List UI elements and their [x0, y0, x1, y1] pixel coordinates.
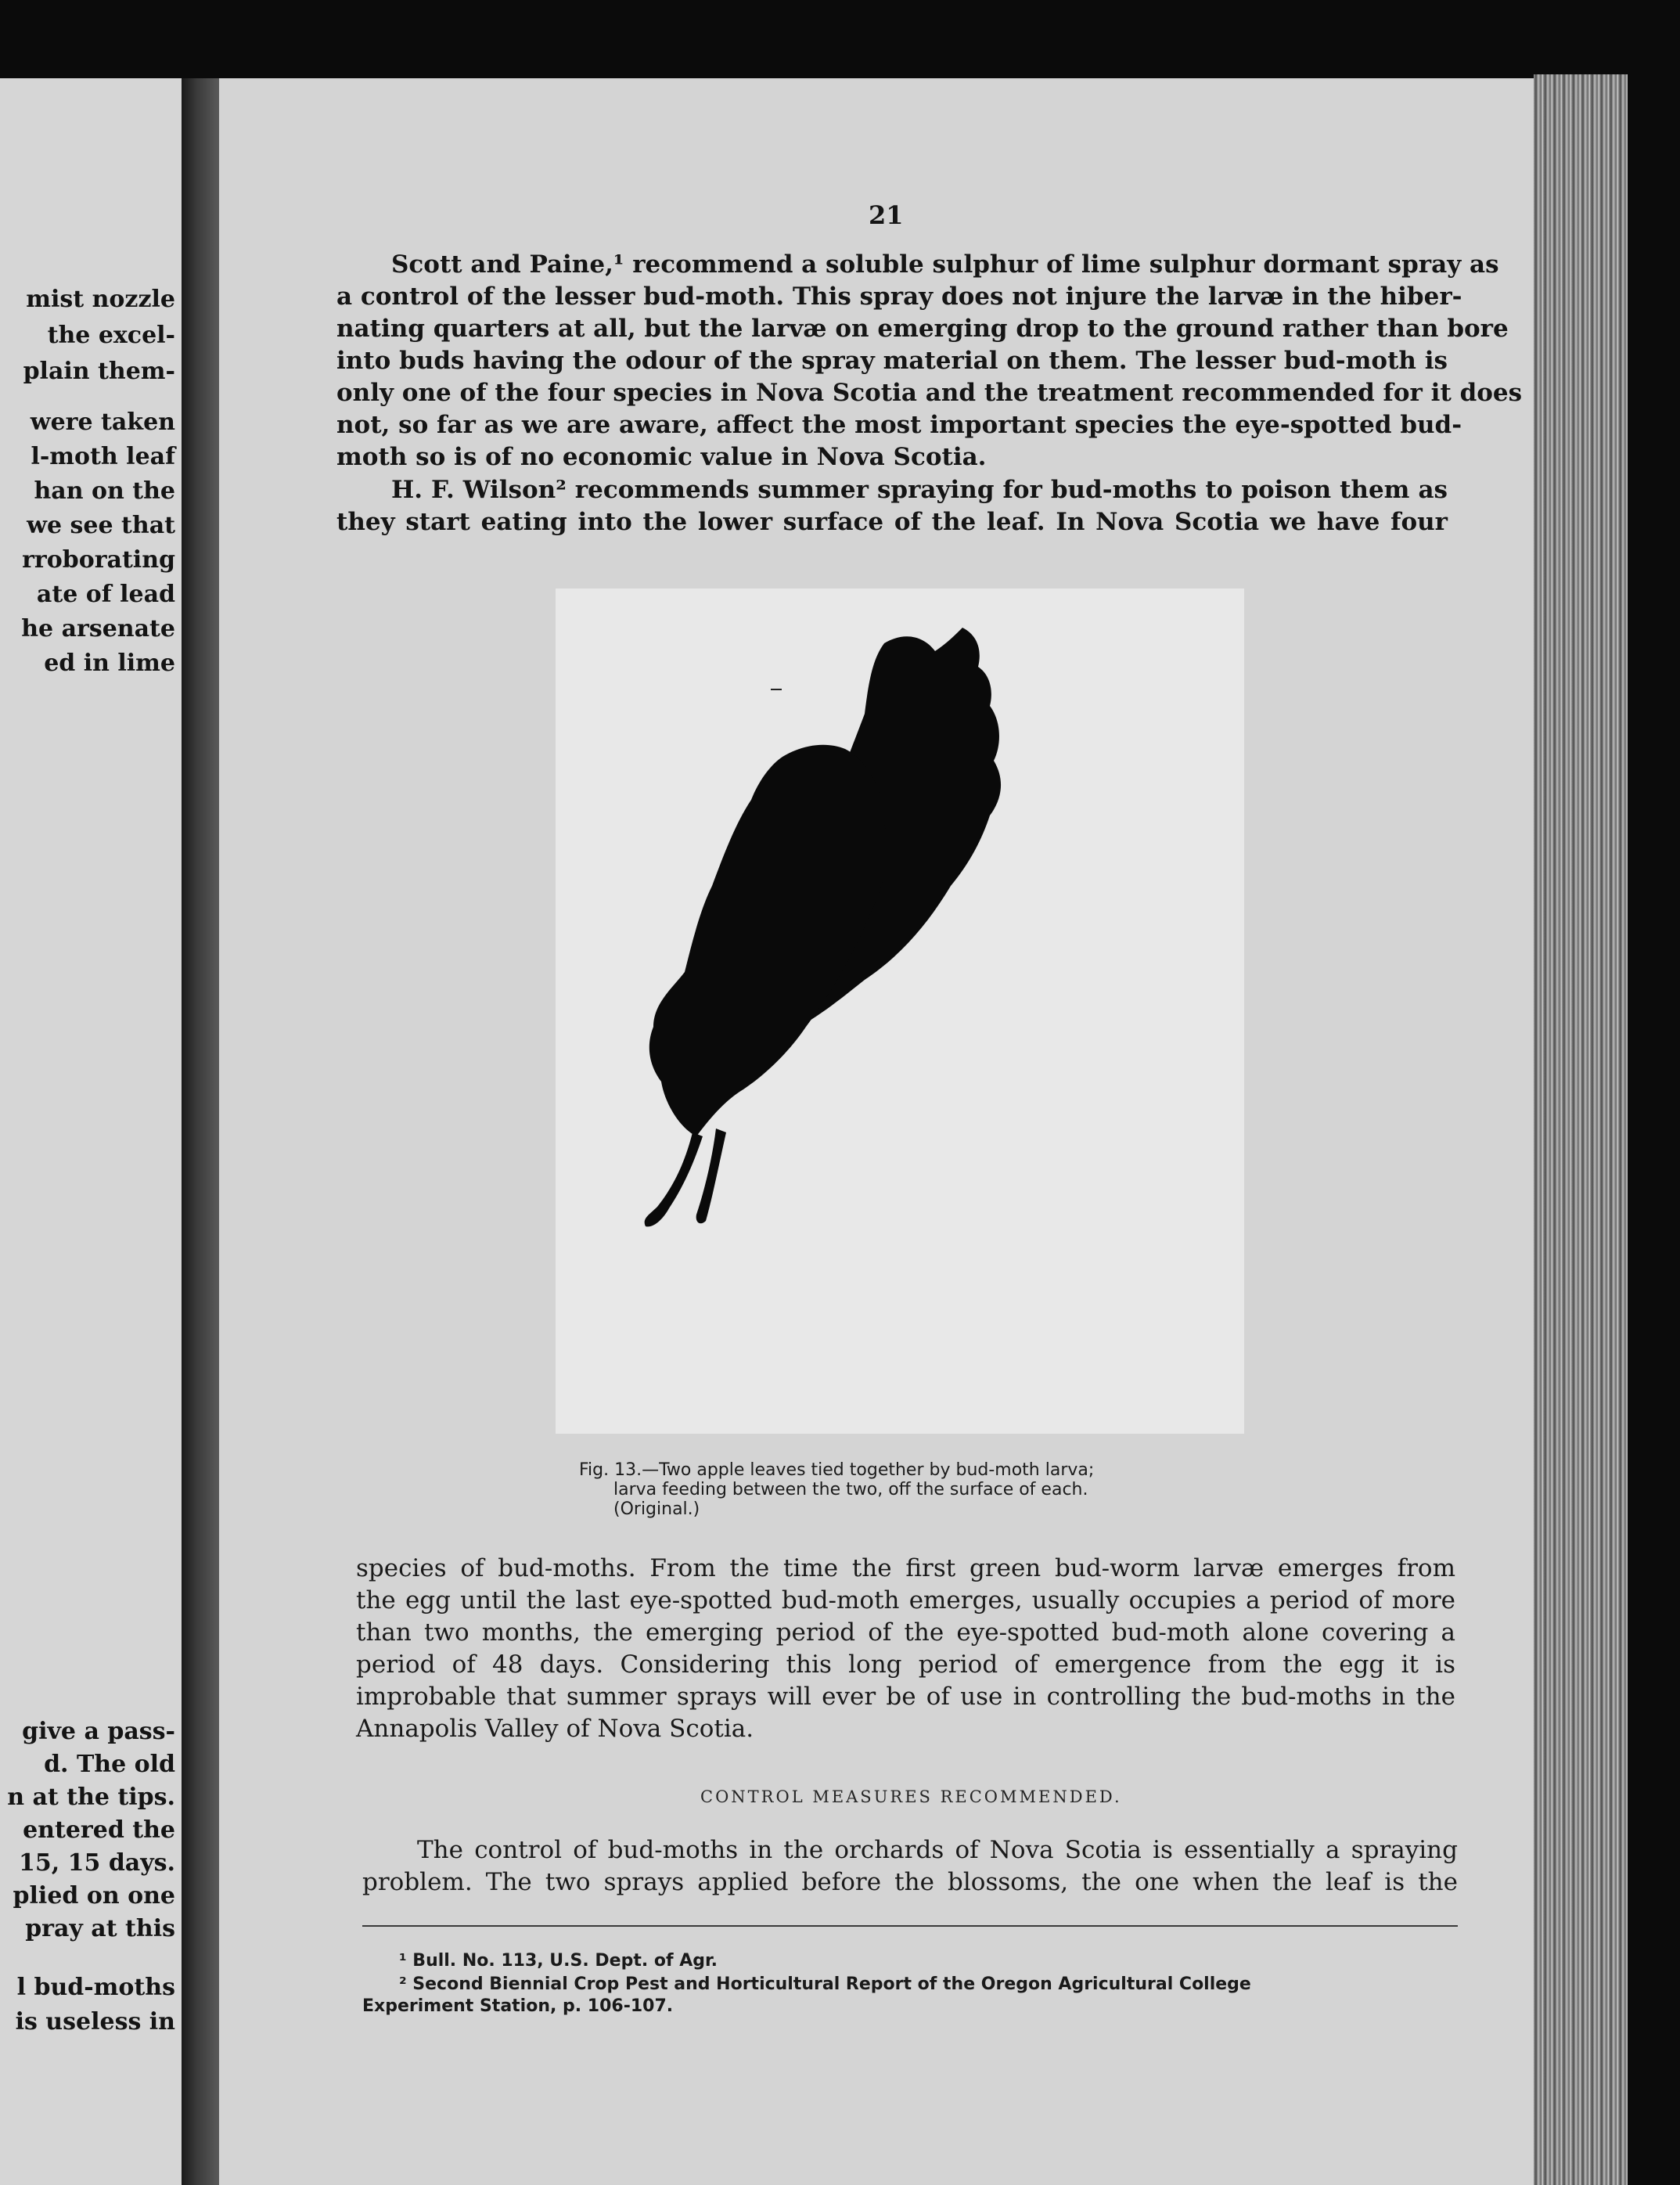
- text-line: the egg until the last eye-spotted bud-moth emerges, usually occupies a period of more: [356, 1586, 1455, 1614]
- caption-line: (Original.): [613, 1499, 700, 1519]
- left-page-text-block-1: [23, 282, 175, 390]
- text-line: improbable that summer sprays will ever be of use in controlling the bud-moths in the: [356, 1683, 1455, 1711]
- text-line: a control of the lesser bud-moth. This spray does not injure the larvæ in the hiber-: [336, 283, 1462, 311]
- text-line: The control of bud-moths in the orchards of Nova Scotia is essentially a spraying: [417, 1836, 1458, 1864]
- text-line: Scott and Paine,¹ recommend a soluble sulphur of lime sulphur dormant spray as: [391, 250, 1499, 279]
- leaf-silhouette-image: [556, 589, 1244, 1434]
- left-page-line: ed in lime: [44, 650, 175, 677]
- text-line: not, so far as we are aware, affect the most important species the eye-spotted bud-: [336, 411, 1462, 439]
- left-page-line: han on the: [34, 477, 175, 505]
- left-facing-page-fragment: [0, 78, 182, 2185]
- figure-13-photo: [556, 589, 1244, 1434]
- text-line: species of bud-moths. From the time the first green bud-worm larvæ emerges from: [356, 1554, 1455, 1582]
- text-line: into buds having the odour of the spray material on them. The lesser bud-moth is: [336, 347, 1448, 375]
- paragraph-control: [362, 1834, 1458, 1899]
- paragraph-scott-and-paine: [336, 249, 1523, 473]
- footnote-2-line-1: ² Second Biennial Crop Pest and Horticultural Report of the Oregon Agricultural College: [399, 1974, 1251, 1994]
- left-page-line: l-moth leaf: [31, 443, 175, 470]
- text-line: problem. The two sprays applied before the blossoms, the one when the leaf is the: [362, 1868, 1458, 1896]
- left-page-text-block-2: [21, 405, 175, 681]
- text-line: they start eating into the lower surface of the leaf. In Nova Scotia we have four: [336, 508, 1448, 536]
- paragraph-wilson: [336, 474, 1448, 538]
- left-page-text-block-4: [16, 1971, 175, 2039]
- book-gutter: [182, 78, 219, 2185]
- left-page-line: he arsenate: [21, 615, 175, 643]
- text-line: Annapolis Valley of Nova Scotia.: [356, 1715, 754, 1743]
- left-page-line: pray at this: [25, 1915, 175, 1942]
- text-line: than two months, the emerging period of the eye-spotted bud-moth alone covering a: [356, 1618, 1455, 1647]
- figure-caption: [579, 1460, 1283, 1519]
- caption-line: Fig. 13.—Two apple leaves tied together by bud-moth larva;: [579, 1460, 1095, 1480]
- left-page-line: plied on one: [13, 1882, 175, 1910]
- section-heading: CONTROL MEASURES RECOMMENDED.: [700, 1787, 1122, 1806]
- left-page-line: give a pass-: [22, 1718, 175, 1745]
- footnote-divider: [362, 1925, 1458, 1927]
- left-page-line: mist nozzle: [26, 286, 175, 313]
- paragraph-species-of-bud-moths: [356, 1553, 1455, 1745]
- caption-line: larva feeding between the two, off the surface of each.: [613, 1480, 1088, 1499]
- left-page-line: the excel-: [47, 322, 175, 349]
- page-number: 21: [869, 200, 904, 230]
- left-page-line: d. The old: [44, 1751, 175, 1778]
- left-page-line: ate of lead: [36, 581, 175, 608]
- text-line: moth so is of no economic value in Nova Scotia.: [336, 443, 987, 471]
- text-line: only one of the four species in Nova Scotia and the treatment recommended for it does: [336, 379, 1523, 407]
- left-page-line: entered the: [23, 1816, 175, 1844]
- left-page-line: 15, 15 days.: [18, 1849, 175, 1877]
- left-page-line: l bud-moths: [16, 1974, 175, 2001]
- text-line: period of 48 days. Considering this long period of emergence from the egg it is: [356, 1650, 1455, 1679]
- left-page-line: is useless in: [15, 2008, 175, 2036]
- left-page-line: n at the tips.: [7, 1784, 175, 1811]
- footnote-2-line-2: Experiment Station, p. 106-107.: [362, 1996, 674, 2016]
- text-line: nating quarters at all, but the larvæ on emerging drop to the ground rather than bore: [336, 315, 1509, 343]
- left-page-line: we see that: [27, 512, 175, 539]
- left-page-line: plain them-: [23, 358, 175, 385]
- left-page-line: were taken: [30, 409, 175, 436]
- left-page-text-block-3: [7, 1715, 175, 1946]
- footnote-1: ¹ Bull. No. 113, U.S. Dept. of Agr.: [399, 1951, 718, 1971]
- page-edges: [1534, 74, 1628, 2185]
- text-line: H. F. Wilson² recommends summer spraying for bud-moths to poison them as: [391, 476, 1448, 504]
- left-page-line: rroborating: [22, 546, 175, 574]
